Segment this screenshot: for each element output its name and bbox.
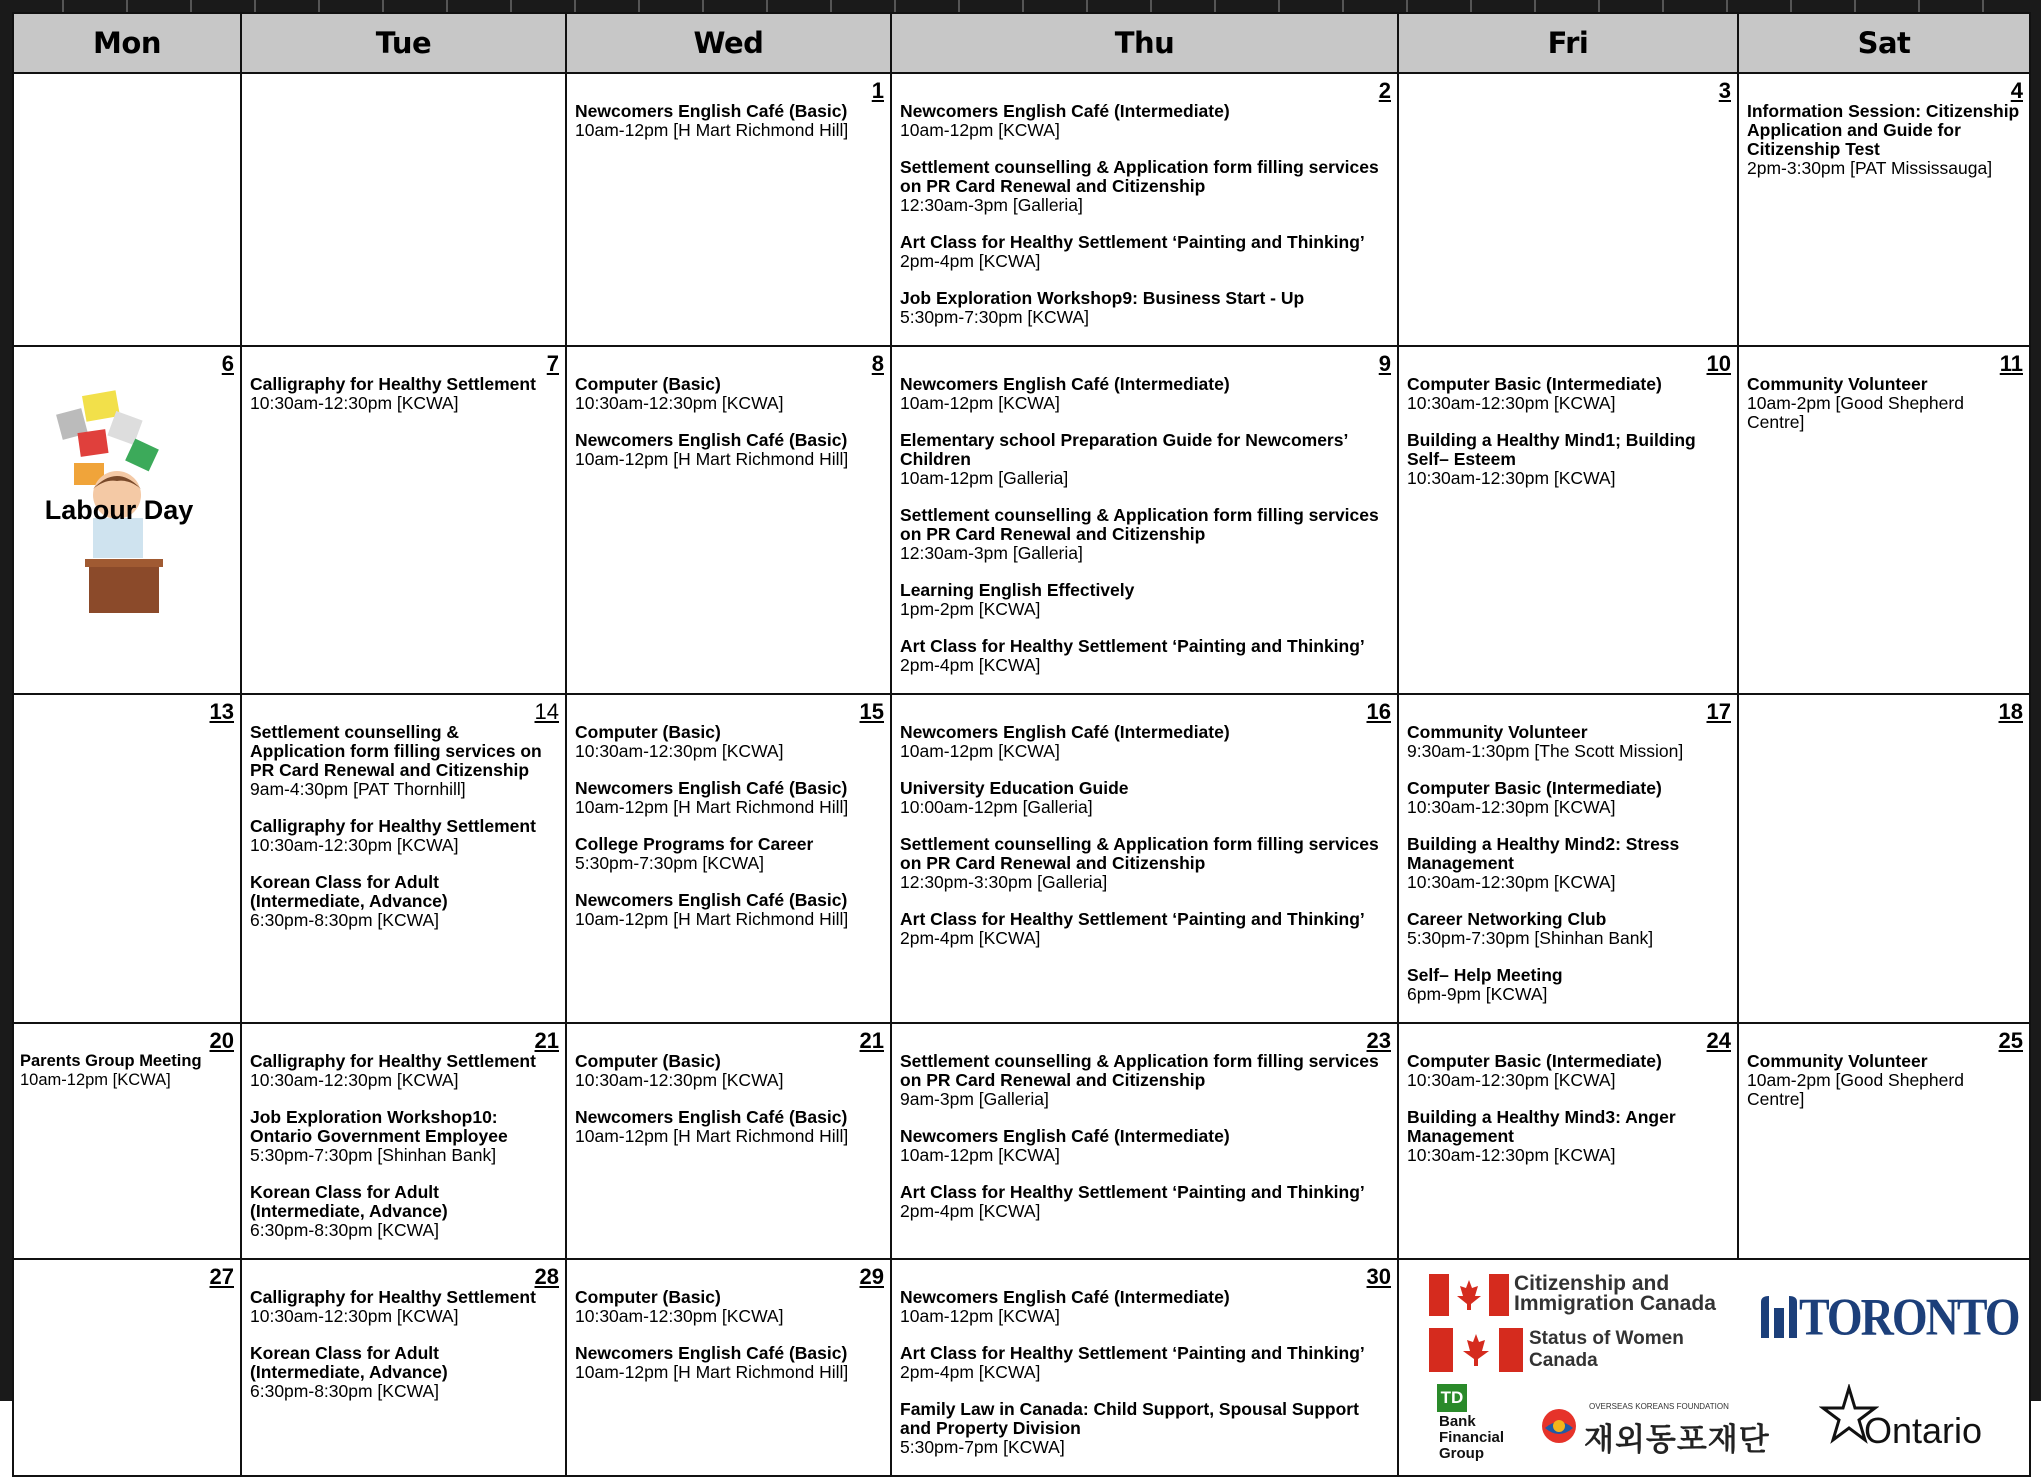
- event-list: [892, 695, 1397, 948]
- event-title: Computer (Basic): [575, 1051, 721, 1071]
- event-list: [242, 74, 565, 102]
- weekday-header-row: [13, 13, 2030, 73]
- sponsor-logos: [1399, 1260, 2029, 1475]
- event-detail: 2pm-4pm [KCWA]: [900, 655, 1041, 675]
- day-number: 23: [1366, 1028, 1391, 1053]
- event-title: Art Class for Healthy Settlement ‘Painting and Thinking’: [900, 909, 1365, 929]
- event-title: Newcomers English Café (Basic): [575, 1107, 848, 1127]
- event-detail: 12:30am-3pm [Galleria]: [900, 195, 1083, 215]
- day-cell-tue: [241, 694, 566, 1023]
- event-list: [1739, 347, 2029, 432]
- event-detail: 2pm-3:30pm [PAT Mississauga]: [1747, 158, 1993, 178]
- week-row: [13, 73, 2030, 346]
- event-title: Art Class for Healthy Settlement ‘Painting and Thinking’: [900, 1343, 1365, 1363]
- event-item: [900, 910, 1389, 948]
- status-women-logo-text: Status of Women Canada: [1529, 1328, 1684, 1371]
- day-cell-fri: [1398, 73, 1738, 346]
- event-detail: 9am-3pm [Galleria]: [900, 1089, 1049, 1109]
- event-item: [575, 102, 882, 140]
- event-item: [250, 1052, 557, 1090]
- day-number: 9: [1378, 351, 1391, 376]
- event-item: [900, 158, 1389, 215]
- header-tue: Tue: [241, 13, 566, 73]
- event-list: [567, 347, 890, 469]
- event-title: Korean Class for Adult (Intermediate, Advance): [250, 1343, 448, 1382]
- event-list: [892, 347, 1397, 675]
- event-detail: 10:30am-12:30pm [KCWA]: [1407, 1070, 1616, 1090]
- event-item: [1407, 431, 1729, 488]
- day-cell-thu: [891, 1259, 1398, 1476]
- event-detail: 2pm-4pm [KCWA]: [900, 928, 1041, 948]
- event-item: [900, 581, 1389, 619]
- event-item: [250, 1288, 557, 1326]
- week-row: [13, 1023, 2030, 1259]
- event-item: [900, 1344, 1389, 1382]
- event-title: Computer Basic (Intermediate): [1407, 778, 1662, 798]
- event-list: [242, 1260, 565, 1401]
- event-title: Settlement counselling & Application form filling services on PR Card Renewal and Citizenship: [900, 1051, 1379, 1090]
- event-title: Self– Help Meeting: [1407, 965, 1563, 985]
- event-detail: 10am-12pm [H Mart Richmond Hill]: [575, 909, 849, 929]
- event-list: [892, 1024, 1397, 1221]
- event-detail: 10:30am-12:30pm [KCWA]: [575, 741, 784, 761]
- event-title: Settlement counselling & Application form filling services on PR Card Renewal and Citizenship: [900, 834, 1379, 873]
- okf-small-text: OVERSEAS KOREANS FOUNDATION: [1589, 1402, 1729, 1411]
- day-number: 16: [1366, 699, 1391, 724]
- event-detail: 9:30am-1:30pm [The Scott Mission]: [1407, 741, 1684, 761]
- day-cell-mon: [13, 73, 241, 346]
- day-number: 17: [1706, 699, 1731, 724]
- event-item: [900, 1052, 1389, 1109]
- event-list: [1399, 1024, 1737, 1165]
- event-detail: 10am-12pm [Galleria]: [900, 468, 1069, 488]
- event-detail: 10am-12pm [KCWA]: [900, 1306, 1060, 1326]
- event-item: [250, 1183, 557, 1240]
- event-item: [900, 506, 1389, 563]
- event-detail: 10am-12pm [KCWA]: [900, 120, 1060, 140]
- day-number: 21: [534, 1028, 559, 1053]
- day-cell-fri: [1398, 694, 1738, 1023]
- event-title: Community Volunteer: [1747, 1051, 1928, 1071]
- event-detail: 5:30pm-7:30pm [KCWA]: [575, 853, 765, 873]
- canada-flag-icon: [1429, 1274, 1509, 1316]
- event-item: [575, 835, 882, 873]
- event-item: [575, 1052, 882, 1090]
- day-number: 7: [546, 351, 559, 376]
- event-title: College Programs for Career: [575, 834, 814, 854]
- event-detail: 9am-4:30pm [PAT Thornhill]: [250, 779, 466, 799]
- event-detail: 10am-2pm [Good Shepherd Centre]: [1747, 1070, 1964, 1109]
- day-cell-mon: [13, 1023, 241, 1259]
- event-item: [1747, 1052, 2021, 1109]
- day-number: 30: [1366, 1264, 1391, 1289]
- event-detail: 10am-12pm [H Mart Richmond Hill]: [575, 120, 849, 140]
- event-list: [567, 1024, 890, 1146]
- event-detail: 10:30am-12:30pm [KCWA]: [1407, 468, 1616, 488]
- event-list: [242, 347, 565, 413]
- day-number: 1: [871, 78, 884, 103]
- top-ruler: [0, 0, 2041, 12]
- event-list: [1739, 74, 2029, 178]
- event-item: [1407, 375, 1729, 413]
- event-title: Newcomers English Café (Intermediate): [900, 1126, 1230, 1146]
- event-list: [1739, 695, 2029, 723]
- day-number: 14: [534, 699, 559, 724]
- event-detail: 6:30pm-8:30pm [KCWA]: [250, 1220, 440, 1240]
- event-detail: 10am-12pm [H Mart Richmond Hill]: [575, 449, 849, 469]
- event-detail: 10am-2pm [Good Shepherd Centre]: [1747, 393, 1964, 432]
- day-cell-tue: [241, 73, 566, 346]
- day-number: 10: [1706, 351, 1731, 376]
- event-title: Newcomers English Café (Intermediate): [900, 101, 1230, 121]
- event-item: [900, 1183, 1389, 1221]
- event-item: [250, 375, 557, 413]
- event-detail: 1pm-2pm [KCWA]: [900, 599, 1041, 619]
- event-detail: 5:30pm-7:30pm [KCWA]: [900, 307, 1090, 327]
- event-item: [575, 779, 882, 817]
- event-title: Newcomers English Café (Intermediate): [900, 374, 1230, 394]
- day-cell-mon: [13, 346, 241, 694]
- day-cell-thu: [891, 694, 1398, 1023]
- event-detail: 10am-12pm [KCWA]: [20, 1071, 171, 1089]
- event-item: [900, 723, 1389, 761]
- event-title: Information Session: Citizenship Application and Guide for Citizenship Test: [1747, 101, 2020, 159]
- event-item: [1407, 835, 1729, 892]
- event-item: [575, 1344, 882, 1382]
- event-item: [575, 723, 882, 761]
- event-item: [575, 891, 882, 929]
- event-list: [567, 695, 890, 929]
- header-fri: Fri: [1398, 13, 1738, 73]
- event-detail: 10am-12pm [H Mart Richmond Hill]: [575, 1362, 849, 1382]
- event-item: [900, 835, 1389, 892]
- event-item: [900, 431, 1389, 488]
- event-title: Learning English Effectively: [900, 580, 1135, 600]
- day-number: 25: [1998, 1028, 2023, 1053]
- calendar-table: [12, 12, 2031, 1477]
- event-list: [1399, 74, 1737, 102]
- header-thu: Thu: [891, 13, 1398, 73]
- day-cell-sat: [1738, 1023, 2030, 1259]
- event-title: Settlement counselling & Application form filling services on PR Card Renewal and Citizenship: [250, 722, 542, 780]
- event-item: [900, 233, 1389, 271]
- event-title: Computer Basic (Intermediate): [1407, 1051, 1662, 1071]
- event-detail: 5:30pm-7pm [KCWA]: [900, 1437, 1065, 1457]
- event-detail: 5:30pm-7:30pm [Shinhan Bank]: [250, 1145, 497, 1165]
- event-item: [250, 723, 557, 799]
- event-title: University Education Guide: [900, 778, 1129, 798]
- day-number: 15: [859, 699, 884, 724]
- event-item: [575, 1288, 882, 1326]
- event-list: [242, 1024, 565, 1240]
- event-item: [250, 1344, 557, 1401]
- event-title: Newcomers English Café (Basic): [575, 778, 848, 798]
- ontario-logo-text: Ontario: [1864, 1410, 1983, 1451]
- event-item: [250, 873, 557, 930]
- day-cell-tue: [241, 346, 566, 694]
- day-cell-sat: [1738, 73, 2030, 346]
- event-title: Newcomers English Café (Basic): [575, 890, 848, 910]
- day-cell-tue: [241, 1259, 566, 1476]
- event-list: [14, 1260, 240, 1288]
- week-row: [13, 694, 2030, 1023]
- event-detail: 10:30am-12:30pm [KCWA]: [250, 393, 459, 413]
- event-title: Settlement counselling & Application form filling services on PR Card Renewal and Citizenship: [900, 505, 1379, 544]
- event-list: [1739, 1024, 2029, 1109]
- event-list: [892, 1260, 1397, 1457]
- event-detail: 10am-12pm [KCWA]: [900, 1145, 1060, 1165]
- canada-flag-icon: [1429, 1328, 1523, 1372]
- okf-emblem-icon: [1539, 1406, 1579, 1446]
- event-detail: 10:30am-12:30pm [KCWA]: [575, 1306, 784, 1326]
- event-list: [14, 1024, 240, 1090]
- day-number: 20: [209, 1028, 234, 1053]
- event-title: Elementary school Preparation Guide for Newcomers’ Children: [900, 430, 1348, 469]
- event-item: [900, 1400, 1389, 1457]
- event-item: [1407, 1052, 1729, 1090]
- day-number: 11: [1999, 351, 2023, 376]
- event-detail: 10:30am-12:30pm [KCWA]: [575, 393, 784, 413]
- event-item: [1407, 966, 1729, 1004]
- td-logo-text: Bank Financial Group: [1439, 1413, 1505, 1462]
- event-detail: 6:30pm-8:30pm [KCWA]: [250, 1381, 440, 1401]
- event-title: Calligraphy for Healthy Settlement: [250, 816, 536, 836]
- event-detail: 10:30am-12:30pm [KCWA]: [1407, 1145, 1616, 1165]
- event-title: Art Class for Healthy Settlement ‘Painting and Thinking’: [900, 1182, 1365, 1202]
- event-title: Computer Basic (Intermediate): [1407, 374, 1662, 394]
- event-list: [14, 695, 240, 723]
- header-wed: Wed: [566, 13, 891, 73]
- day-number: 28: [534, 1264, 559, 1289]
- event-detail: 2pm-4pm [KCWA]: [900, 251, 1041, 271]
- event-item: [900, 375, 1389, 413]
- event-title: Newcomers English Café (Basic): [575, 430, 848, 450]
- event-title: Parents Group Meeting: [20, 1052, 202, 1070]
- week-row: [13, 346, 2030, 694]
- event-title: Computer (Basic): [575, 374, 721, 394]
- event-item: [575, 375, 882, 413]
- day-cell-thu: [891, 1023, 1398, 1259]
- calendar: [12, 12, 2029, 1462]
- header-sat: Sat: [1738, 13, 2030, 73]
- event-detail: 2pm-4pm [KCWA]: [900, 1201, 1041, 1221]
- day-number: 3: [1718, 78, 1731, 103]
- event-title: Job Exploration Workshop9: Business Start - Up: [900, 288, 1305, 308]
- toronto-logo-text: TORONTO: [1799, 1287, 2019, 1346]
- event-detail: 10am-12pm [KCWA]: [900, 741, 1060, 761]
- day-number: 21: [859, 1028, 884, 1053]
- event-detail: 2pm-4pm [KCWA]: [900, 1362, 1041, 1382]
- event-detail: 12:30pm-3:30pm [Galleria]: [900, 872, 1108, 892]
- event-detail: 10:30am-12:30pm [KCWA]: [250, 1306, 459, 1326]
- event-detail: 6:30pm-8:30pm [KCWA]: [250, 910, 440, 930]
- event-list: [14, 347, 240, 375]
- event-title: Building a Healthy Mind3: Anger Management: [1407, 1107, 1676, 1146]
- event-detail: 6pm-9pm [KCWA]: [1407, 984, 1548, 1004]
- event-list: [567, 1260, 890, 1382]
- event-item: [900, 1127, 1389, 1165]
- day-number: 4: [2010, 78, 2023, 103]
- event-title: Calligraphy for Healthy Settlement: [250, 374, 536, 394]
- day-cell-fri: [1398, 346, 1738, 694]
- day-cell-mon: [13, 1259, 241, 1476]
- event-detail: 10am-12pm [KCWA]: [900, 393, 1060, 413]
- event-title: Computer (Basic): [575, 722, 721, 742]
- event-item: [1407, 723, 1729, 761]
- event-item: [1407, 910, 1729, 948]
- day-cell-mon: [13, 694, 241, 1023]
- event-detail: 10:30am-12:30pm [KCWA]: [250, 1070, 459, 1090]
- okf-logo-text: 재외동포재단: [1584, 1422, 1770, 1458]
- event-item: [575, 431, 882, 469]
- day-number: 13: [209, 699, 234, 724]
- event-title: Settlement counselling & Application form filling services on PR Card Renewal and Citizenship: [900, 157, 1379, 196]
- event-detail: 10:30am-12:30pm [KCWA]: [1407, 797, 1616, 817]
- event-list: [242, 695, 565, 930]
- event-title: Korean Class for Adult (Intermediate, Advance): [250, 872, 448, 911]
- event-item: [20, 1052, 236, 1090]
- day-number: 18: [1998, 699, 2023, 724]
- event-detail: 5:30pm-7:30pm [Shinhan Bank]: [1407, 928, 1654, 948]
- event-title: Career Networking Club: [1407, 909, 1607, 929]
- day-cell-tue: [241, 1023, 566, 1259]
- event-title: Newcomers English Café (Basic): [575, 101, 848, 121]
- event-detail: 10am-12pm [H Mart Richmond Hill]: [575, 797, 849, 817]
- day-number: 29: [859, 1264, 884, 1289]
- day-cell-thu: [891, 346, 1398, 694]
- event-detail: 10:30am-12:30pm [KCWA]: [1407, 393, 1616, 413]
- sponsor-cell: [1398, 1259, 2030, 1476]
- event-title: Job Exploration Workshop10: Ontario Government Employee: [250, 1107, 508, 1146]
- event-list: [892, 74, 1397, 327]
- event-title: Community Volunteer: [1407, 722, 1588, 742]
- event-item: [1747, 375, 2021, 432]
- event-item: [900, 102, 1389, 140]
- event-item: [900, 289, 1389, 327]
- day-number: 27: [209, 1264, 234, 1289]
- day-number: 2: [1378, 78, 1391, 103]
- day-cell-sat: [1738, 694, 2030, 1023]
- event-title: Calligraphy for Healthy Settlement: [250, 1287, 536, 1307]
- event-title: Building a Healthy Mind1; Building Self– Esteem: [1407, 430, 1696, 469]
- event-item: [900, 637, 1389, 675]
- event-item: [575, 1108, 882, 1146]
- event-item: [900, 1288, 1389, 1326]
- day-cell-wed: [566, 1023, 891, 1259]
- day-cell-wed: [566, 694, 891, 1023]
- event-title: Newcomers English Café (Intermediate): [900, 722, 1230, 742]
- day-number: 6: [221, 351, 234, 376]
- event-title: Calligraphy for Healthy Settlement: [250, 1051, 536, 1071]
- week-row: [13, 1259, 2030, 1476]
- holiday-label: Labour Day: [44, 495, 194, 525]
- event-title: Art Class for Healthy Settlement ‘Painting and Thinking’: [900, 232, 1365, 252]
- event-item: [1407, 1108, 1729, 1165]
- event-detail: 10:30am-12:30pm [KCWA]: [575, 1070, 784, 1090]
- event-detail: 10am-12pm [H Mart Richmond Hill]: [575, 1126, 849, 1146]
- event-title: Newcomers English Café (Basic): [575, 1343, 848, 1363]
- event-list: [1399, 695, 1737, 1004]
- td-logo-icon: TD: [1437, 1384, 1467, 1412]
- event-item: [250, 817, 557, 855]
- event-title: Building a Healthy Mind2: Stress Management: [1407, 834, 1680, 873]
- event-title: Community Volunteer: [1747, 374, 1928, 394]
- event-list: [14, 74, 240, 102]
- event-item: [1747, 102, 2021, 178]
- event-title: Newcomers English Café (Intermediate): [900, 1287, 1230, 1307]
- event-item: [1407, 779, 1729, 817]
- header-mon: Mon: [13, 13, 241, 73]
- event-list: [1399, 347, 1737, 488]
- day-cell-wed: [566, 73, 891, 346]
- event-title: Family Law in Canada: Child Support, Spousal Support and Property Division: [900, 1399, 1359, 1438]
- event-title: Computer (Basic): [575, 1287, 721, 1307]
- day-number: 24: [1706, 1028, 1731, 1053]
- event-list: [567, 74, 890, 140]
- event-title: Art Class for Healthy Settlement ‘Painting and Thinking’: [900, 636, 1365, 656]
- day-cell-thu: [891, 73, 1398, 346]
- event-item: [900, 779, 1389, 817]
- event-item: [250, 1108, 557, 1165]
- event-title: Korean Class for Adult (Intermediate, Advance): [250, 1182, 448, 1221]
- cic-logo-text: Citizenship and Immigration Canada: [1514, 1272, 1716, 1315]
- event-detail: 10:30am-12:30pm [KCWA]: [250, 835, 459, 855]
- event-detail: 10:30am-12:30pm [KCWA]: [1407, 872, 1616, 892]
- day-cell-fri: [1398, 1023, 1738, 1259]
- event-detail: 12:30am-3pm [Galleria]: [900, 543, 1083, 563]
- day-cell-wed: [566, 1259, 891, 1476]
- toronto-city-hall-icon: [1759, 1294, 1799, 1338]
- day-cell-sat: [1738, 346, 2030, 694]
- event-detail: 10:00am-12pm [Galleria]: [900, 797, 1093, 817]
- day-cell-wed: [566, 346, 891, 694]
- day-number: 8: [871, 351, 884, 376]
